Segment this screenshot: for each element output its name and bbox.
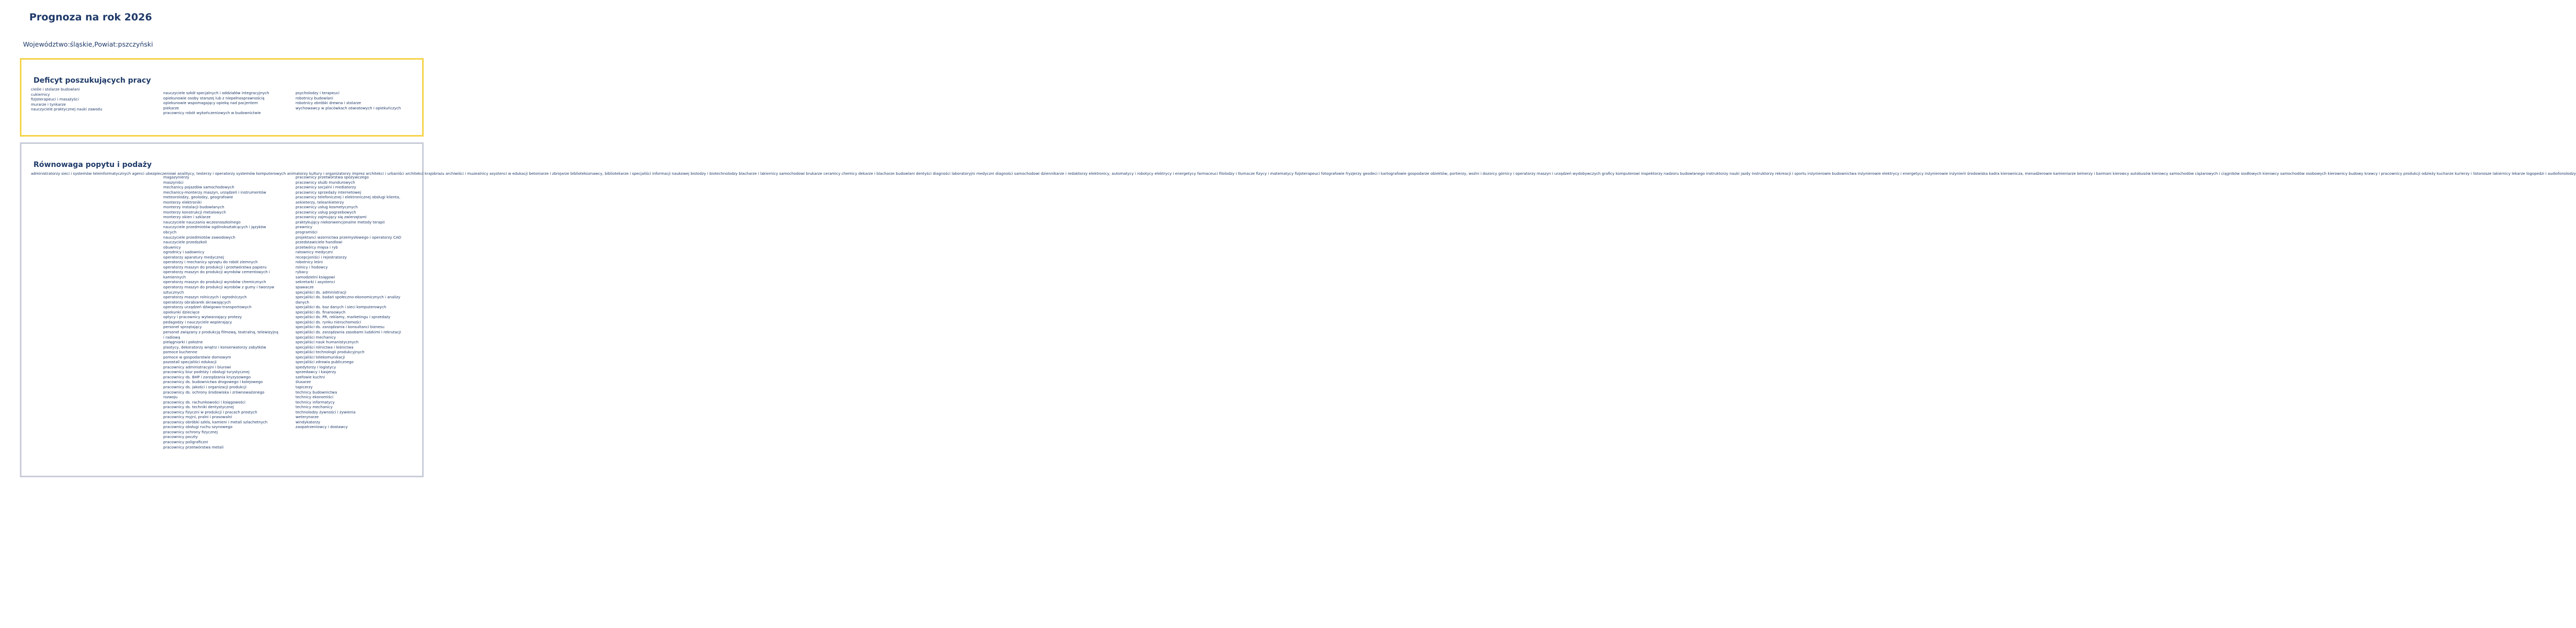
occupation-item: technicy informatycy [296,399,335,405]
occupation-item: nauczyciele szkół specjalnych i oddziałów integracyjnych [163,91,269,95]
occupation-item: pracownicy ds. budownictwa drogowego i kolejowego [163,379,263,385]
occupation-item: operatorzy maszyn do produkcji wyrobów cementowych i kamiennych [163,270,270,279]
occupation-item: technolodzy żywności i żywienia [296,409,356,414]
occupation-item: sprzedawcy i kasjerzy [296,369,336,375]
occupation-item: projektanci wzornictwa przemysłowego i operatorzy CAD [296,234,402,240]
occupation-item: pracownicy myjni, pralni i prasowalni [163,414,232,420]
occupation-item: operatorzy maszyn do produkcji wyrobów chemicznych [163,279,266,285]
occupation-item: mechanicy-monterzy maszyn, urządzeń i instrumentów [163,189,266,195]
occupation-item: pielęgniarki i położne [163,340,203,345]
occupation-item: specjaliści ds. PR, reklamy, marketingu i sprzedaży [296,315,391,320]
occupation-item: spedytorzy i logistycy [296,364,336,369]
occupation-item: specjaliści ds. zarządzania zasobami ludzkimi i rekrutacji [296,329,401,334]
occupation-item: zaopatrzeniowcy i dostawcy [296,424,348,430]
occupation-item: nauczyciele przedmiotów ogólnokształcących i języków obcych [163,225,266,235]
occupation-item: specjaliści ds. rynku nieruchomości [296,319,361,324]
occupation-item: fizjoterapeuci i masażyści [31,97,79,102]
occupation-item: pracownicy przetwórstwa spożywczego [296,175,369,180]
balance-column-2 [163,175,279,450]
occupation-item: operatorzy maszyn rolniczych i ogrodniczych [163,295,247,300]
occupation-item: robotnicy leśni [296,260,323,265]
occupation-item: specjaliści technologii produkcyjnych [296,350,365,355]
occupation-item: rybacy [296,270,309,275]
occupation-item: specjaliści ds. zarządzania i konsultanci biznesu [296,324,385,330]
occupation-item: pomoce kuchenne [163,350,198,355]
occupation-item: pozostali specjaliści edukacji [163,360,217,365]
occupation-item: specjaliści nauk humanistycznych [296,340,359,345]
occupation-item: monterzy okien i szklarze [163,215,211,220]
occupation-item: pracownicy służb mundurowych [296,180,355,185]
page-title: Prognoza na rok 2026 [29,12,152,23]
occupation-item: wychowawcy w placówkach oświatowych i opiekuńczych [296,105,401,110]
occupation-item: pracownicy obróbki szkła, kamieni i metali szlachetnych [163,419,268,424]
occupation-item: pracownicy poligraficzni [163,439,208,444]
occupation-item: przedstawiciele handlowi [296,240,343,245]
occupation-item: nauczyciele praktycznej nauki zawodu [31,107,103,112]
occupation-item: piekarze [163,105,179,110]
occupation-item: praktykujący niekonwencjonalne metody terapii [296,219,385,225]
balance-column-3 [296,175,412,430]
occupation-item: samodzielni księgowi [296,274,335,279]
occupation-item: maszyniści [163,180,184,185]
occupation-item: prawnicy [296,225,313,230]
deficit-column-3 [296,91,401,110]
occupation-item: pracownicy biur podróży i obsługi turystycznej [163,369,249,375]
occupation-item: pracownicy telefonicznej i elektronicznej obsługi klienta, ankieterzy, teleankieterzy [296,195,401,205]
occupation-item: opiekunowie osoby starszej lub z niepełnosprawnością [163,95,265,100]
occupation-item: pracownicy obsługi ruchu szynowego [163,424,233,430]
occupation-item: nauczyciele przedmiotów zawodowych [163,234,235,240]
occupation-item: tapicerzy [296,384,313,389]
occupation-item: personel związany z produkcją filmową, teatralną, telewizyjną i radiową [163,329,279,340]
occupation-item: przetwórcy mięsa i ryb [296,244,338,250]
occupation-item: specjaliści zdrowia publicznego [296,360,354,365]
occupation-item: technicy mechanicy [296,405,333,410]
occupation-item: technicy ekonomiści [296,395,334,400]
occupation-item: plastycy, dekoratorzy wnętrz i konserwatorzy zabytków [163,344,266,350]
occupation-item: nauczyciele nauczania wczesnoszkolnego [163,219,241,225]
occupation-item: robotnicy obróbki drewna i stolarze [296,100,361,106]
occupation-item: cukiernicy [31,92,50,97]
occupation-item: monterzy konstrukcji metalowych [163,209,226,215]
occupation-item: pracownicy ds. ochrony środowiska i zrównoważonego rozwoju [163,389,265,400]
occupation-item: operatorzy maszyn do produkcji i przetwórstwa papieru [163,264,267,270]
occupation-item: pracownicy usług kosmetycznych [296,205,358,210]
deficit-title: Deficyt poszukujących pracy [33,76,151,85]
occupation-item: specjaliści ds. baz danych i sieci komputerowych [296,305,387,310]
occupation-item: programiści [296,230,317,235]
occupation-item: operatorzy aparatury medycznej [163,254,224,260]
occupation-item: ratownicy medyczni [296,250,333,255]
occupation-item: operatorzy maszyn do produkcji wyrobów z gumy i tworzyw sztucznych [163,285,275,295]
deficit-column-1 [31,87,102,112]
occupation-item: pracownicy sprzedaży internetowej [296,189,361,195]
occupation-item: pracownicy ochrony fizycznej [163,429,218,434]
occupation-item: meteorolodzy, geolodzy, geografowie [163,195,233,200]
occupation-item: pracownicy ds. techniki dentystycznej [163,405,234,410]
occupation-item: pracownicy przetwórstwa metali [163,444,224,450]
occupation-item: recepcjoniści i rejestratorzy [296,254,347,260]
occupation-item: operatorzy i mechanicy sprzętu do robót ziemnych [163,260,258,265]
occupation-item: weterynarze [296,414,319,420]
occupation-item: psycholodzy i terapeuci [296,91,339,95]
occupation-item: specjaliści telekomunikacji [296,354,345,360]
occupation-item: pracownicy ds. BHP i zarządzania kryzysowego [163,374,251,379]
balance-section [20,142,2576,477]
deficit-section [20,58,424,137]
occupation-item: pracownicy ds. rachunkowości i księgowości [163,399,246,405]
occupation-item: pracownicy administracyjni i biurowi [163,364,231,369]
occupation-item: pedagodzy i nauczyciele wspierający [163,319,232,324]
balance-column-1 [31,171,2576,176]
occupation-item: rolnicy i hodowcy [296,264,328,270]
occupation-item: monterzy instalacji budowlanych [163,205,224,210]
occupation-item: pracownicy fizyczni w produkcji i pracach prostych [163,409,257,414]
occupation-item: specjaliści mechanicy [296,334,336,340]
occupation-item: opiekunowie wspomagający opiekę nad pacjentem [163,100,258,106]
occupation-item: pracownicy ds. jakości i organizacji produkcji [163,384,247,389]
occupation-item: opiekunki dziecięce [163,309,200,315]
occupation-item: technicy budownictwa [296,389,337,395]
occupation-item: mechanicy pojazdów samochodowych [163,185,234,190]
balance-title: Równowaga popytu i podaży [33,161,152,169]
occupation-item: cieśle i stolarze budowlani [31,87,80,92]
occupation-item: pomoce w gospodarstwie domowym [163,354,231,360]
occupation-item: murarze i tynkarze [31,102,66,107]
occupation-item: operatorzy obrabiarek skrawających [163,299,231,305]
occupation-item: personel sprzątający [163,324,202,330]
occupation-item: specjaliści rolnictwa i leśnictwa [296,344,354,350]
occupation-item: obuwnicy [163,244,181,250]
occupation-item: ogrodnicy i sadownicy [163,250,205,255]
occupation-item: monterzy elektroniki [163,199,202,205]
occupation-item: pracownicy usług pogrzebowych [296,209,356,215]
occupation-item: nauczyciele przedszkoli [163,240,207,245]
occupation-item: pracownicy robót wykończeniowych w budownictwie [163,110,261,116]
occupation-item: spawacze [296,285,314,290]
occupation-item: magazynierzy [163,175,189,180]
occupation-item: pracownicy socjalni i mediatorzy [296,185,356,190]
occupation-item: operatorzy urządzeń dźwigowo-transportowych [163,305,252,310]
region-subtitle: Województwo:śląskie,Powiat:pszczyński [23,40,153,48]
occupation-item: windykatorzy [296,419,321,424]
deficit-column-2 [163,91,269,116]
occupation-item: specjaliści ds. finansowych [296,309,346,315]
occupation-item: robotnicy budowlani [296,95,333,100]
occupation-item: ślusarze [296,379,311,385]
occupation-item: specjaliści ds. badań społeczno-ekonomicznych i analizy danych [296,295,401,305]
occupation-item: specjaliści ds. administracji [296,289,347,295]
occupation-item: pracownicy zajmujący się zwierzętami [296,215,367,220]
occupation-item: optycy i pracownicy wytwarzający protezy [163,315,242,320]
occupation-item: sekretarki i asystenci [296,279,335,285]
occupation-item: pracownicy poczty [163,434,198,440]
balance-column-1-text: administratorzy sieci i systemów teleinformatycznych agenci ubezpieczeniowi analitycy, testerzy i operatorzy systemów komputerowych animatorzy kultury i organizatorzy imprez architekci i urbaniści architekci krajobrazu archiwiści i muzealnicy asystenci w edukacji betoniarze i zbrojarze bibliotekoznawcy, bibliotekarze i specjaliści informacji naukowej biolodzy i biotechnolodzy blacharze i lakiernicy samochodowi brukarze ceramicy chemicy dekarze i blacharze budowlani dentyści diagności laboratoryjni medyczni diagności samochodowi dziennikarze i redaktorzy elektronicy, automatycy i robotycy elektrycy i energetycy farmaceuci filolodzy i tłumacze fizycy i matematycy fizjoterapeuci fotografowie fryzjerzy geodeci i kartografowie gospodarze obiektów, portierzy, woźni i dozorcy górnicy i operatorzy maszyn i urządzeń wydobywczych graficy komputerowi inspektorzy nadzoru budowlanego instruktorzy nauki jazdy instruktorzy rekreacji i sportu inżynierowie budownictwa inżynierowie elektrycy i energetycy inżynierowie inżynierii środowiska kadra kierownicza, menadżerowie kamieniarze kelnerzy i barmani kierowcy autobusów kierowcy samochodów ciężarowych i ciągników siodłowych kierowcy samochodów osobowych kierownicy budowy krawcy i pracownicy produkcji odzieży kucharze kurierzy i listonosze lakiernicy lekarze logopedzi i audiofonolodzy [31,171,2576,176]
occupation-item: szefowie kuchni [296,374,325,379]
